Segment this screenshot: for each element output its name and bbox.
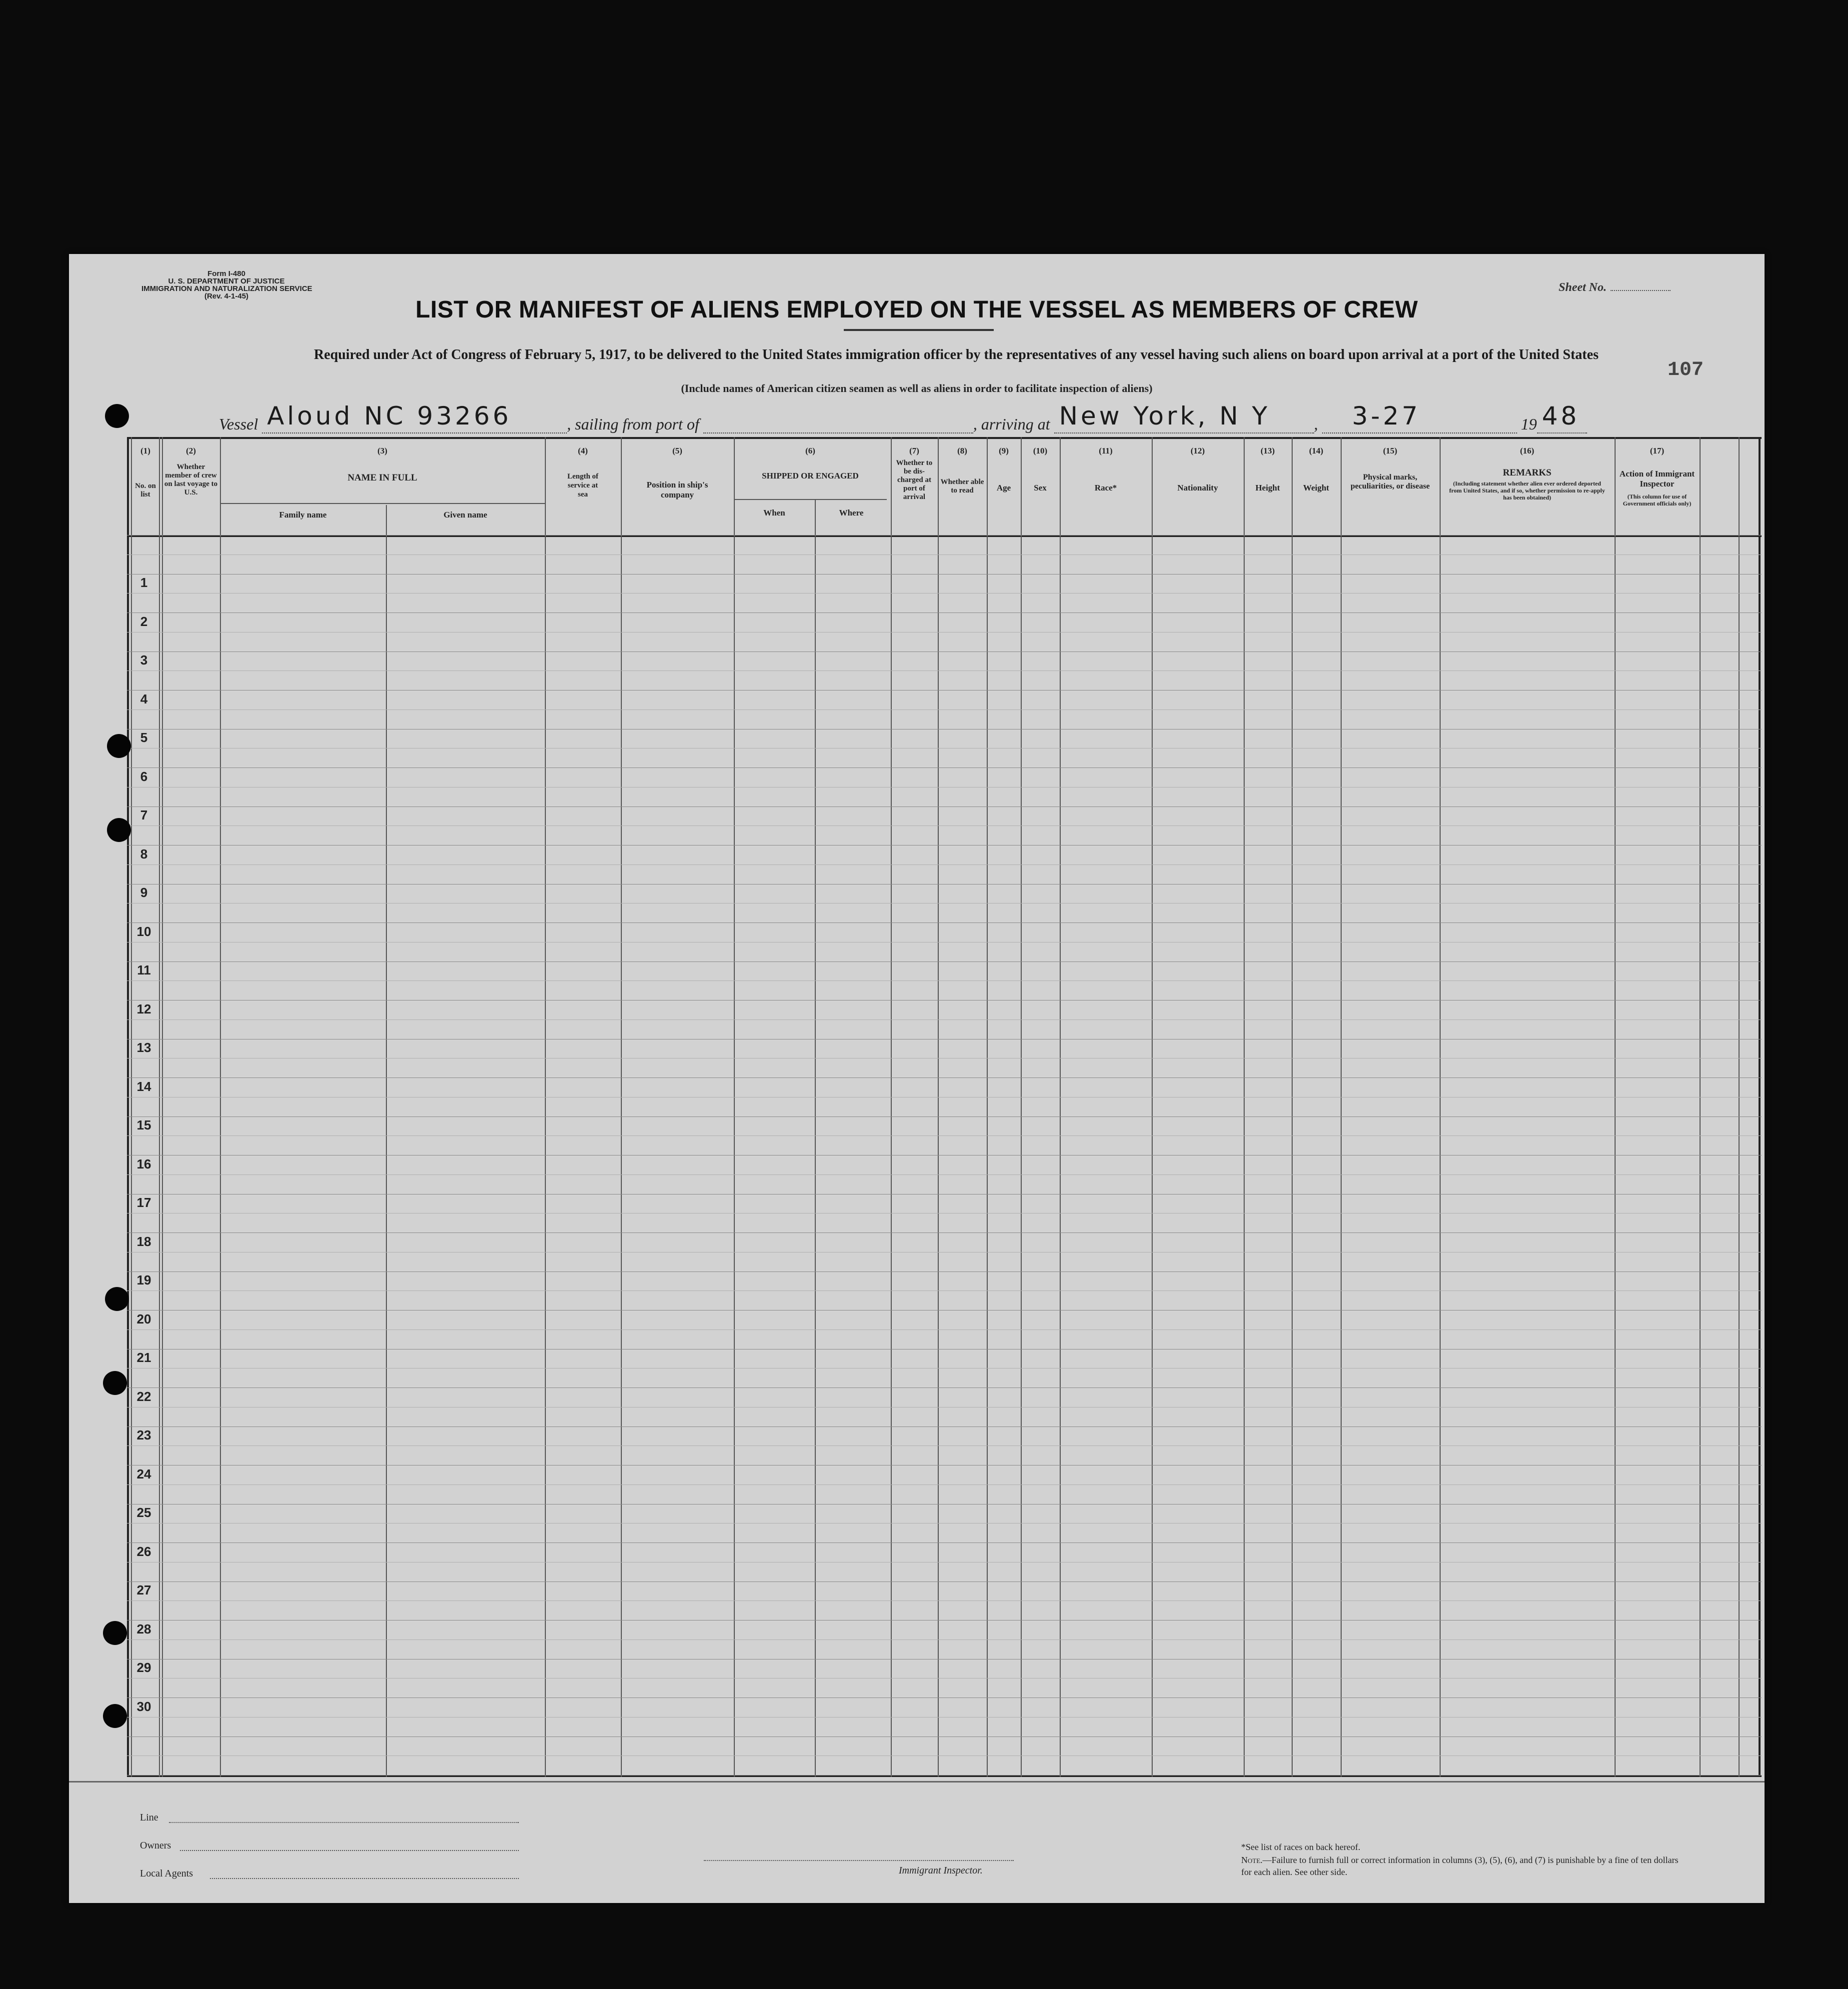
shipped-when-header: When — [763, 508, 785, 518]
col3-number: (3) — [377, 446, 387, 456]
col8-header: Whether able to read — [940, 478, 984, 494]
row-rule — [127, 806, 1762, 807]
footer-rule — [69, 1781, 1765, 1782]
note-text: —Failure to furnish full or correct information in columns (3), (5), (6), and (7) is punishable by a fine of ten dollars for each alien. See other side. — [1241, 1855, 1679, 1877]
row-number: 3 — [140, 652, 148, 668]
sheet-number-field[interactable] — [1611, 290, 1671, 291]
col4-number: (4) — [578, 446, 588, 456]
col7-number: (7) — [909, 446, 919, 456]
row-number: 27 — [136, 1582, 151, 1598]
row-rule — [127, 612, 1762, 613]
row-rule — [127, 1039, 1762, 1040]
row-number: 14 — [136, 1078, 151, 1094]
row-rule — [127, 1600, 1762, 1601]
row-rule — [127, 1717, 1762, 1718]
row-number: 12 — [136, 1001, 151, 1016]
row-number: 18 — [136, 1234, 151, 1249]
row-rule — [127, 845, 1762, 846]
row-number: 16 — [136, 1156, 151, 1172]
row-number: 2 — [140, 614, 148, 629]
owners-label: Owners — [140, 1840, 171, 1851]
row-rule — [127, 980, 1762, 981]
vessel-value: Aloud NC 93266 — [267, 402, 512, 430]
row-rule — [127, 1155, 1762, 1156]
row-number: 20 — [136, 1311, 151, 1326]
row-number: 24 — [136, 1466, 151, 1482]
row-number: 28 — [136, 1621, 151, 1636]
sheet-number — [1559, 281, 1671, 294]
col11-number: (11) — [1099, 446, 1113, 456]
col2-number: (2) — [186, 446, 196, 456]
row-rule — [127, 1659, 1762, 1660]
row-rule — [127, 903, 1762, 904]
vessel-field[interactable] — [262, 402, 567, 434]
sheet-number-label: Sheet No. — [1559, 281, 1607, 294]
crew-table — [127, 437, 1762, 1777]
row-number: 6 — [140, 768, 148, 784]
row-rule — [127, 922, 1762, 923]
col7-header: Whether to be dis-charged at port of arrival — [896, 459, 933, 501]
row-rule — [127, 1736, 1762, 1737]
row-rule — [127, 1426, 1762, 1427]
note-label: Note. — [1241, 1855, 1263, 1865]
row-rule — [127, 1097, 1762, 1098]
vessel-line: Vessel Aloud NC 93266 , sailing from port of , arriving at New York, N Y , 3-27 19 48 — [219, 415, 1587, 434]
row-rule — [127, 593, 1762, 594]
row-number: 15 — [136, 1118, 151, 1132]
col1-header: No. on list — [135, 482, 156, 498]
form-department: U. S. DEPARTMENT OF JUSTICE — [168, 277, 285, 286]
family-name-header: Family name — [279, 510, 327, 520]
row-rule — [127, 1542, 1762, 1543]
punch-hole — [105, 1287, 129, 1311]
punch-hole — [107, 818, 131, 842]
owners-field[interactable] — [180, 1849, 519, 1851]
arriving-port-value: New York, N Y — [1059, 402, 1271, 430]
row-rule — [127, 1775, 1762, 1776]
col5-number: (5) — [672, 446, 682, 456]
row-number: 29 — [136, 1660, 151, 1675]
punch-hole — [103, 1704, 127, 1728]
local-agents-label: Local Agents — [140, 1868, 193, 1879]
required-statement: Required under Act of Congress of February 5, 1917, to be delivered to the United States immigration officer by the representatives of any vessel having such aliens on board upon arrival at a port of the United States — [314, 347, 1599, 362]
col17-header: Action of Immigrant Inspector — [1619, 469, 1695, 488]
row-number: 7 — [140, 808, 148, 822]
row-rule — [127, 729, 1762, 730]
row-rule — [127, 535, 1762, 536]
col15-header: Physical marks, peculiarities, or disease — [1350, 473, 1430, 490]
punch-hole — [103, 1621, 127, 1645]
col6-number: (6) — [805, 446, 815, 456]
row-rule — [127, 864, 1762, 865]
row-number: 4 — [140, 691, 148, 706]
inspector-label: Immigrant Inspector. — [899, 1865, 983, 1876]
manifest-sheet — [69, 254, 1765, 1903]
page-stamp-number: 107 — [1668, 359, 1704, 382]
row-rule — [127, 1484, 1762, 1485]
col17-number: (17) — [1650, 446, 1665, 456]
row-number: 17 — [136, 1195, 151, 1210]
include-note: (Include names of American citizen seamen as well as aliens in order to facilitate inspection of aliens) — [681, 382, 1153, 394]
col13-header: Height — [1255, 483, 1280, 492]
row-number: 1 — [140, 575, 148, 590]
col2-header: Whether member of crew on last voyage to U.S. — [164, 463, 218, 496]
row-rule — [127, 670, 1762, 671]
row-rule — [127, 1523, 1762, 1524]
arriving-port-field[interactable] — [1054, 402, 1314, 434]
sailing-port-field[interactable] — [703, 416, 973, 434]
col10-header: Sex — [1034, 483, 1047, 492]
shipped-where-header: Where — [839, 508, 864, 518]
row-rule — [127, 1349, 1762, 1350]
line-field[interactable] — [169, 1821, 519, 1823]
form-number: Form I-480 — [207, 270, 245, 278]
title-rule — [844, 329, 994, 331]
row-number: 21 — [136, 1350, 151, 1365]
col16-number: (16) — [1520, 446, 1535, 456]
row-rule — [127, 1116, 1762, 1117]
row-number: 30 — [136, 1698, 151, 1714]
col16-header: REMARKS — [1503, 468, 1552, 478]
row-rule — [127, 1213, 1762, 1214]
year-field[interactable] — [1537, 402, 1587, 434]
row-rule — [127, 1465, 1762, 1466]
document-title: LIST OR MANIFEST OF ALIENS EMPLOYED ON THE VESSEL AS MEMBERS OF CREW — [415, 296, 1418, 323]
col11-header: Race* — [1094, 483, 1117, 492]
row-number: 8 — [140, 846, 148, 862]
line-label: Line — [140, 1812, 158, 1823]
col9-number: (9) — [999, 446, 1009, 456]
penalty-note — [1241, 1854, 1691, 1878]
col13-number: (13) — [1260, 446, 1275, 456]
col14-header: Weight — [1303, 483, 1329, 492]
punch-hole — [107, 734, 131, 758]
row-rule — [127, 1232, 1762, 1233]
punch-hole — [103, 1371, 127, 1395]
col16-subheader: (Including statement whether alien ever ordered deported from United States, and if so, whether permission to re-apply has been obtained) — [1449, 480, 1605, 501]
year-value: 48 — [1542, 402, 1580, 430]
inspector-signature-field[interactable] — [704, 1859, 1014, 1861]
col3-header: NAME IN FULL — [347, 472, 417, 483]
col6-header: SHIPPED OR ENGAGED — [762, 471, 859, 480]
form-service: IMMIGRATION AND NATURALIZATION SERVICE — [141, 284, 312, 293]
col5-header: Position in ship's company — [646, 480, 708, 500]
sailing-label: , sailing from port of — [567, 415, 699, 433]
col14-number: (14) — [1309, 446, 1324, 456]
row-rule — [127, 554, 1762, 555]
row-rule — [127, 1407, 1762, 1408]
punch-hole — [105, 404, 129, 428]
row-number: 9 — [140, 885, 148, 900]
col4-header: Length of service at sea — [567, 472, 599, 498]
form-revision: (Rev. 4-1-45) — [204, 292, 249, 300]
row-number: 22 — [136, 1388, 151, 1404]
row-number: 26 — [136, 1544, 151, 1559]
arrival-date-field[interactable] — [1322, 402, 1517, 434]
row-rule — [127, 787, 1762, 788]
vessel-label: Vessel — [219, 415, 258, 433]
row-rule — [127, 1290, 1762, 1291]
year-prefix: 19 — [1521, 415, 1537, 433]
row-number: 19 — [136, 1272, 151, 1288]
col12-number: (12) — [1190, 446, 1205, 456]
col15-number: (15) — [1383, 446, 1398, 456]
row-number: 5 — [140, 730, 148, 745]
row-number: 10 — [136, 924, 151, 939]
row-number: 25 — [136, 1505, 151, 1520]
row-number: 23 — [136, 1428, 151, 1442]
given-name-header: Given name — [443, 510, 487, 520]
row-number: 13 — [136, 1040, 151, 1055]
arrival-date-value: 3-27 — [1352, 402, 1421, 430]
col1-number: (1) — [140, 446, 150, 456]
form-header — [141, 270, 311, 300]
arriving-label: , arriving at — [973, 415, 1050, 433]
col12-header: Nationality — [1177, 483, 1218, 492]
col17-subheader: (This column for use of Government officials only) — [1623, 493, 1692, 507]
col9-header: Age — [996, 483, 1011, 492]
col8-number: (8) — [957, 446, 967, 456]
races-note: *See list of races on back hereof. — [1241, 1842, 1361, 1852]
col10-number: (10) — [1033, 446, 1048, 456]
local-agents-field[interactable] — [210, 1877, 519, 1879]
row-number: 11 — [137, 962, 151, 978]
row-rule — [127, 1174, 1762, 1175]
